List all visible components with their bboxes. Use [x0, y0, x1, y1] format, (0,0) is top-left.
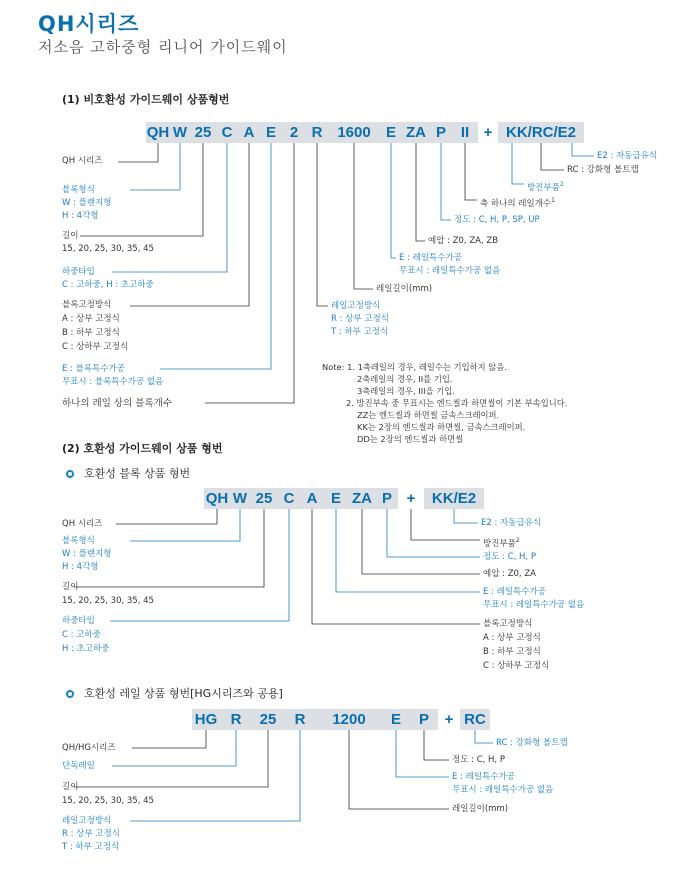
note-line-7: DD는 2장의 엔드씰과 하면씰 — [357, 434, 464, 444]
label-fix-b: B : 하부 고정식 — [62, 328, 120, 338]
rail-code-size: 25 — [252, 709, 284, 730]
label-rc: RC : 강화형 볼트캡 — [567, 165, 639, 175]
section2-title: (2) 호환성 가이드웨이 상품 형번 — [62, 442, 223, 455]
page-title: QH시리즈 — [38, 12, 140, 36]
block-label-load: 하중타입 — [62, 616, 95, 626]
rail-label-length: 길이 — [62, 782, 79, 792]
rail-label-rc: RC : 강화형 볼트캡 — [496, 738, 568, 748]
label-rail-none: 무표시 : 레일특수가공 없음 — [399, 266, 501, 276]
code-precision: P — [430, 122, 452, 143]
label-block-w: W : 플랜지형 — [62, 198, 112, 208]
code-block-special: E — [260, 122, 282, 143]
rail-label-fix: 레일고정방식 — [62, 816, 112, 826]
code-rail-count: II — [452, 122, 478, 143]
code-block-type: W — [170, 122, 190, 143]
note-line-3: 3축레일의 경우, III을 기입. — [357, 386, 455, 396]
rail-label-fix-r: R : 상부 고정식 — [62, 829, 120, 839]
code-rail-fix: R — [306, 122, 328, 143]
label-rail-t: T : 하부 고정식 — [331, 327, 389, 337]
rail-label-length-mm: 레일길이(mm) — [452, 804, 509, 814]
rail-code-length: 1200 — [316, 709, 382, 730]
code-block-fix: A — [238, 122, 260, 143]
block-code-series: QH — [205, 490, 229, 507]
label-block-count: 하나의 레일 상의 블록개수 — [62, 398, 173, 409]
block-label-fix-a: A : 상부 고정식 — [483, 633, 541, 643]
label-e2: E2 : 자동급유식 — [597, 151, 658, 161]
label-load-ch: C : 고하중, H : 초고하중 — [62, 280, 154, 290]
block-code-plus: + — [406, 490, 416, 507]
block-code-special: E — [324, 488, 348, 509]
block-code-preload: ZA — [348, 488, 376, 509]
code-size: 25 — [190, 122, 216, 143]
label-block-e: E : 블록특수가공 — [62, 364, 125, 374]
note-line-5: ZZ는 엔드씰과 하면씰 금속스크레이퍼. — [357, 410, 500, 420]
block-label-special-e: E : 레일특수가공 — [483, 587, 546, 597]
label-fix-c: C : 상하부 고정식 — [62, 342, 129, 352]
rail-label-special-none: 무표시 : 레일특수가공 없음 — [452, 785, 554, 795]
rail-label-sizes: 15, 20, 25, 30, 35, 45 — [62, 796, 154, 806]
block-code-precision: P — [376, 488, 398, 509]
label-rail-len: 레일길이(mm) — [376, 284, 433, 294]
block-label-load-c: C : 고하중 — [62, 630, 101, 640]
label-length: 길이 — [62, 231, 79, 241]
block-label-fix: 블록고정방식 — [483, 619, 533, 629]
rail-code-series: HG — [192, 709, 220, 730]
label-block-h: H : 4각형 — [62, 211, 99, 221]
rail-code-rc: RC — [460, 709, 490, 730]
note-line-2: 2축레일의 경우, II를 기입. — [357, 374, 453, 384]
block-label-w: W : 플랜지형 — [62, 549, 112, 559]
block-code-size: 25 — [250, 488, 278, 509]
label-series: QH 시리즈 — [62, 156, 103, 166]
label-precision: 정도 : C, H, P, SP, UP — [454, 215, 540, 225]
block-label-load-h: H : 초고하중 — [62, 644, 110, 654]
rail-label-special-e: E : 레일특수가공 — [452, 772, 515, 782]
block-code-type: W — [230, 488, 250, 509]
block-label-fix-b: B : 하부 고정식 — [483, 647, 541, 657]
label-load-type: 하중타입 — [62, 267, 95, 277]
block-label-precision: 정도 : C, H, P — [483, 552, 536, 562]
block-label-e2: E2 : 자동급유식 — [481, 518, 542, 528]
block-label-special-none: 무표시 : 레일특수가공 없음 — [483, 600, 585, 610]
rail-code-plus: + — [444, 711, 454, 728]
note-line-4: 2. 방진부속 중 무표시는 엔드씰과 하면씰이 기본 부속입니다. — [346, 398, 568, 408]
rail-label-precision: 정도 : C, H, P — [452, 755, 505, 765]
rail-code-special: E — [382, 709, 410, 730]
block-label-dust: 방진부품$^2$ — [483, 537, 520, 549]
code-plus: + — [483, 124, 493, 141]
block-label-fix-c: C : 상하부 고정식 — [483, 661, 550, 671]
rail-code-single: R — [220, 709, 252, 730]
code-rail-special: E — [380, 122, 402, 143]
code-rail-length: 1600 — [328, 122, 380, 143]
rail-code-precision: P — [410, 709, 438, 730]
rail-label-single: 단독레일 — [62, 761, 95, 771]
note-line-6: KK는 2장의 엔드씰과 하면씰, 금속스크레이퍼. — [357, 422, 526, 432]
rail-label-fix-t: T : 하부 고정식 — [62, 842, 120, 852]
section1-title: (1) 비호환성 가이드웨이 상품형번 — [62, 93, 230, 106]
block-label-preload: 예압 : Z0, ZA — [483, 569, 536, 579]
code-load-type: C — [216, 122, 238, 143]
block-code-fix: A — [300, 488, 324, 509]
label-dust: 방진부품$^2$ — [527, 181, 564, 193]
block-label-sizes: 15, 20, 25, 30, 35, 45 — [62, 596, 154, 606]
block-label-series: QH 시리즈 — [62, 519, 103, 529]
label-rail-r: R : 상부 고정식 — [331, 314, 389, 324]
label-block-none: 무표시 : 블록특수가공 없음 — [62, 377, 164, 387]
rail-subsection-title: 호환성 레일 상품 형번[HG시리즈와 공용] — [66, 685, 283, 701]
label-preload: 예압 : Z0, ZA, ZB — [428, 236, 499, 246]
label-rail-e: E : 레일특수가공 — [399, 253, 462, 263]
page-subtitle: 저소음 고하중형 리니어 가이드웨이 — [38, 38, 288, 56]
rail-label-series: QH/HG시리즈 — [62, 743, 116, 753]
block-label-length: 길이 — [62, 582, 79, 592]
block-label-h: H : 4각형 — [62, 562, 99, 572]
rail-code-fix: R — [284, 709, 316, 730]
label-sizes: 15, 20, 25, 30, 35, 45 — [62, 244, 154, 254]
block-subsection-title: 호환성 블록 상품 형번 — [66, 465, 190, 481]
code-series: QH — [146, 124, 170, 141]
label-fix-a: A : 상부 고정식 — [62, 314, 120, 324]
note-line-1: Note: 1. 1축레일의 경우, 레일수는 기입하지 않음. — [322, 362, 507, 372]
code-block-count: 2 — [282, 122, 306, 143]
block-label-type: 블록형식 — [62, 536, 95, 546]
block-code-accessories: KK/E2 — [424, 488, 484, 509]
block-code-load: C — [278, 488, 300, 509]
label-rail-count: 축 하나의 레일개수$^1$ — [480, 197, 555, 209]
label-block-type: 블록형식 — [62, 185, 95, 195]
label-rail-fix: 레일고정방식 — [331, 301, 381, 311]
code-preload: ZA — [402, 122, 430, 143]
code-accessories: KK/RC/E2 — [498, 122, 584, 143]
label-block-fix: 블록고정방식 — [62, 300, 112, 310]
